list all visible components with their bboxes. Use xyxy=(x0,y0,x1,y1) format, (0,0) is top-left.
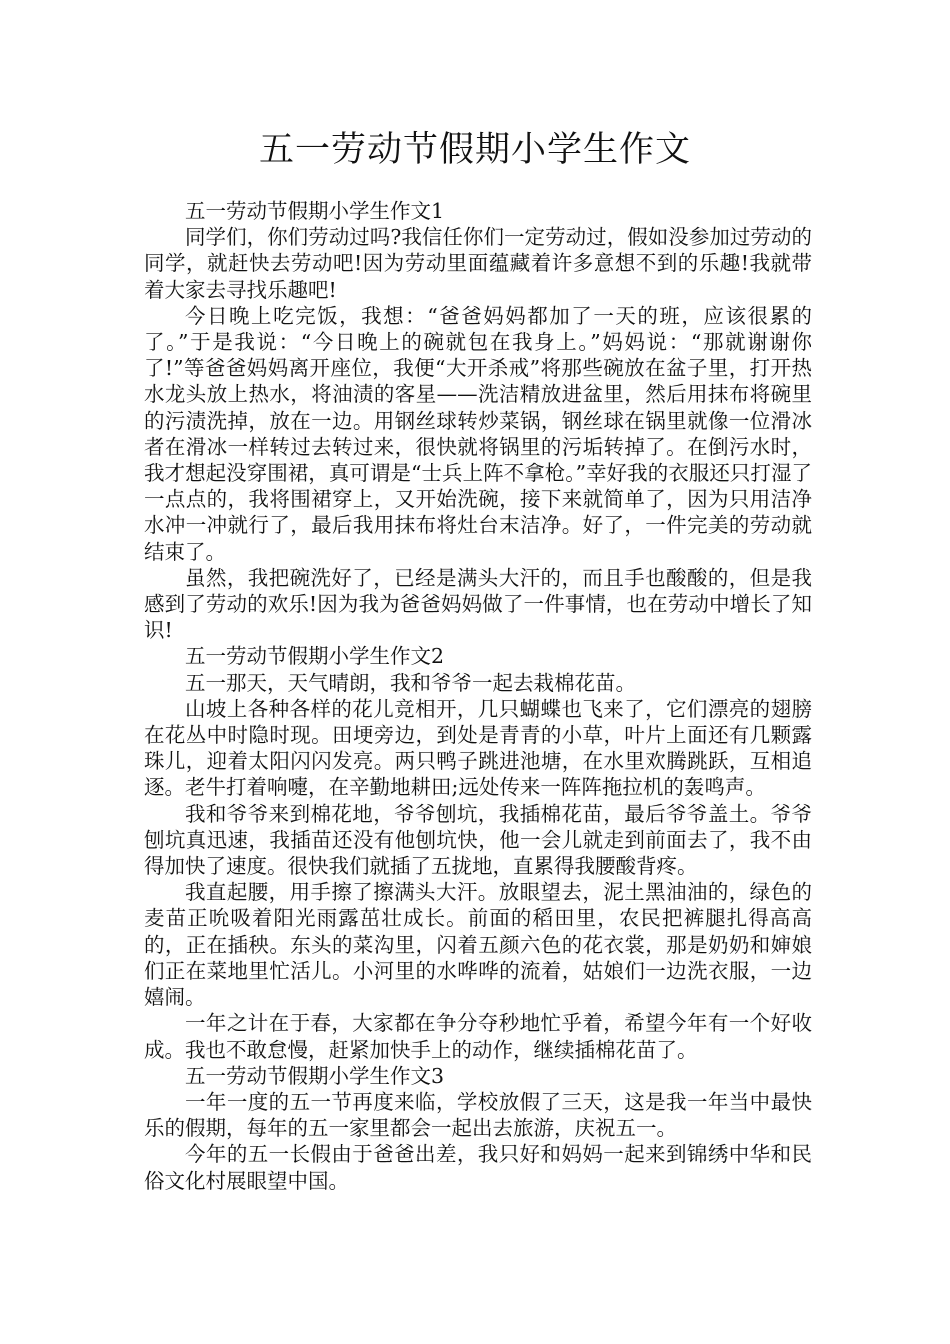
section-heading: 五一劳动节假期小学生作文1 xyxy=(185,199,445,223)
paragraph: 今年的五一长假由于爸爸出差，我只好和妈妈一起来到锦绣中华和民俗文化村展眼望中国。 xyxy=(144,1142,812,1193)
document-body xyxy=(144,198,812,1194)
paragraph: 今日晚上吃完饭，我想：“爸爸妈妈都加了一天的班，应该很累的了。”于是我说：“今日晚上的碗就包在我身上。”妈妈说：“那就谢谢你了!”等爸爸妈妈离开座位，我便“大开杀戒”将那些碗放在盆子里，打开热水龙头放上热水，将油渍的客星——洗洁精放进盆里，然后用抹布将碗里的污渍洗掉，放在一边。用钢丝球转炒菜锅，钢丝球在锅里就像一位滑冰者在滑冰一样转过去转过来，很快就将锅里的污垢转掉了。在倒污水时，我才想起没穿围裙，真可谓是“士兵上阵不拿枪。”幸好我的衣服还只打湿了一点点的，我将围裙穿上，又开始洗碗，接下来就简单了，因为只用洁净水冲一冲就行了，最后我用抹布将灶台末洁净。好了，一件完美的劳动就结束了。 xyxy=(144,303,812,564)
section-heading: 五一劳动节假期小学生作文3 xyxy=(185,1063,445,1088)
paragraph: 山坡上各种各样的花儿竞相开，几只蝴蝶也飞来了，它们漂亮的翅膀在花丛中时隐时现。田埂旁边，到处是青青的小草，叶片上面还有几颗露珠儿，迎着太阳闪闪发亮。两只鸭子跳进池塘，在水里欢腾跳跃，互相追逐。老牛打着响嚏，在辛勤地耕田;远处传来一阵阵拖拉机的轰鸣声。 xyxy=(144,696,812,800)
paragraph: 我和爷爷来到棉花地，爷爷刨坑，我插棉花苗，最后爷爷盖土。爷爷刨坑真迅速，我插苗还没有他刨坑快，他一会儿就走到前面去了，我不由得加快了速度。很快我们就插了五拢地，直累得我腰酸背疼。 xyxy=(144,801,812,879)
paragraph: 一年之计在于春，大家都在争分夺秒地忙乎着，希望今年有一个好收成。我也不敢怠慢，赶紧加快手上的动作，继续插棉花苗了。 xyxy=(144,1011,812,1062)
section-heading: 五一劳动节假期小学生作文2 xyxy=(185,644,445,669)
paragraph: 同学们，你们劳动过吗?我信任你们一定劳动过，假如没参加过劳动的同学，就赶快去劳动吧!因为劳动里面蕴藏着许多意想不到的乐趣!我就带着大家去寻找乐趣吧! xyxy=(144,225,812,302)
document-title: 五一劳动节假期小学生作文 xyxy=(258,130,691,170)
paragraph: 我直起腰，用手擦了擦满头大汗。放眼望去，泥土黑油油的，绿色的麦苗正吮吸着阳光雨露茁壮成长。前面的稻田里，农民把裤腿扎得高高的，正在插秧。东头的菜沟里，闪着五颜六色的花衣裳，那是奶奶和婶娘们正在菜地里忙活儿。小河里的水哗哗的流着，姑娘们一边洗衣服，一边嬉闹。 xyxy=(144,880,812,1010)
paragraph: 虽然，我把碗洗好了，已经是满头大汗的，而且手也酸酸的，但是我感到了劳动的欢乐!因为我为爸爸妈妈做了一件事情，也在劳动中增长了知识! xyxy=(144,565,812,643)
paragraph: 五一那天，天气晴朗，我和爷爷一起去栽棉花苗。 xyxy=(185,670,636,695)
paragraph: 一年一度的五一节再度来临，学校放假了三天，这是我一年当中最快乐的假期，每年的五一家里都会一起出去旅游，庆祝五一。 xyxy=(144,1089,812,1141)
